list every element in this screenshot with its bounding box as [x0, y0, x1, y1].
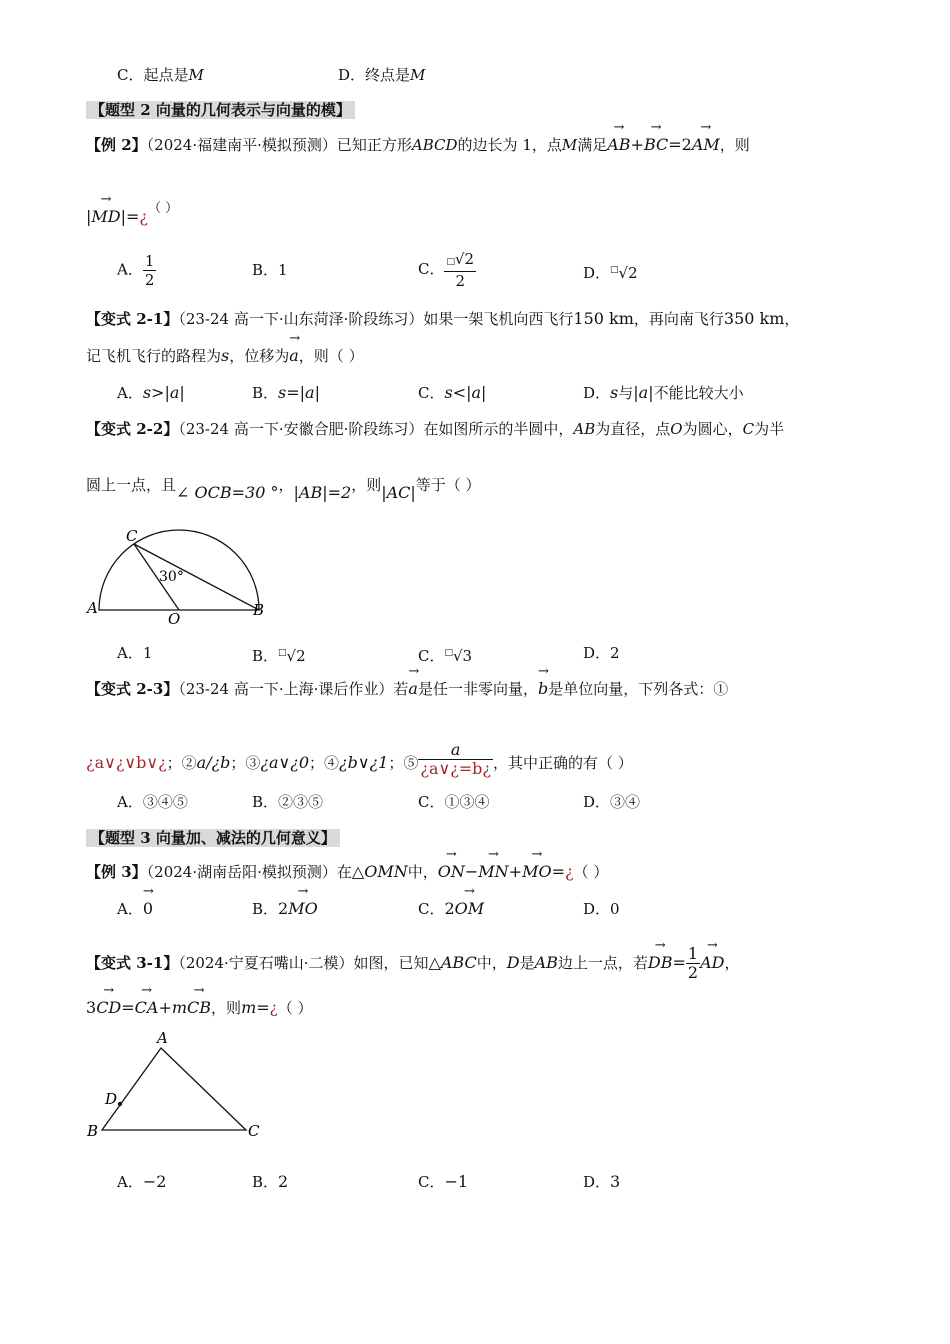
example-2-option-c: C． $\frac{□√2}{2}$: [418, 250, 475, 290]
example-2-option-a: A． $\frac{1}{2}$: [117, 252, 155, 289]
label-o: O: [168, 610, 181, 625]
variant-2-1-option-a: A．s>|a|: [117, 383, 185, 402]
option-c: C．起点是M: [117, 66, 204, 84]
example-2-option-d: D．□√2: [583, 264, 638, 282]
segment-cb: [134, 544, 259, 610]
variant-2-3-option-d: D．③④: [583, 793, 641, 811]
variant-2-3-line2: ¿a∨¿∨b∨¿；②a/¿b；③¿a∨¿0；④¿b∨¿1；⑤ $\frac{a}{¿a\vee¿=b¿}$ ，其中正确的有（ ）: [86, 740, 633, 778]
variant-2-2-option-a: A．1: [117, 644, 153, 662]
label-c: C: [248, 1122, 260, 1140]
variant-3-1-option-d: D．3: [583, 1172, 621, 1191]
variant-2-2-option-b: B．□√2: [252, 647, 306, 665]
example-3-line1: 【例 3】（2024·湖南岳阳·模拟预测）在△OMN中，→ ON−→ MN+→ MO=¿（ ）: [86, 861, 608, 883]
label-a: A: [157, 1029, 168, 1047]
triangle-abc: [102, 1048, 246, 1130]
variant-2-3-option-b: B．②③⑤: [252, 793, 324, 811]
label-b: B: [87, 1122, 99, 1140]
variant-2-3-option-c: C．①③④: [418, 793, 490, 811]
label-b: B: [253, 601, 265, 619]
variant-2-2-line2: 圆上一点，且∠ OCB=30 °，|AB|=2，则|AC|等于（ ）: [86, 476, 481, 502]
variant-2-3-option-a: A．③④⑤: [117, 793, 188, 811]
variant-3-1-option-b: B．2: [252, 1172, 289, 1191]
variant-2-1-option-b: B．s=|a|: [252, 383, 320, 402]
example-3-option-c: C．2→ OM: [418, 898, 484, 920]
option-d: D．终点是M: [338, 66, 426, 84]
variant-2-3-line1: 【变式 2-3】（23-24 高一下·上海·课后作业）若→ a是任一非零向量，→ b是单位向量，下列各式：①: [86, 678, 728, 700]
example-3-option-a: A．→ 0: [117, 898, 153, 920]
example-2-option-b: B．1: [252, 261, 288, 279]
variant-2-1-option-d: D．s与|a|不能比较大小: [583, 383, 744, 402]
example-2-line2: |→ MD|=¿（ ）: [86, 198, 178, 228]
variant-3-1-line2: 3→ CD=→ CA+m→ CB，则m=¿（ ）: [86, 997, 312, 1019]
semicircle-figure: [84, 525, 274, 625]
triangle-figure: [84, 1028, 274, 1143]
section-header-2: 【题型 2 向量的几何表示与向量的模】: [86, 99, 355, 121]
variant-2-1-line1: 【变式 2-1】（23-24 高一下·山东菏泽·阶段练习）如果一架飞机向西飞行150 km，再向南飞行350 km，: [86, 309, 800, 328]
variant-2-1-option-c: C．s<|a|: [418, 383, 487, 402]
variant-2-1-line2: 记飞机飞行的路程为s，位移为→ a，则（ ）: [86, 345, 364, 367]
example-3-option-d: D．0: [583, 900, 620, 918]
variant-3-1-option-c: C．−1: [418, 1172, 469, 1191]
label-c: C: [126, 527, 138, 545]
section-header-3: 【题型 3 向量加、减法的几何意义】: [86, 827, 340, 849]
variant-2-2-option-d: D．2: [583, 644, 620, 662]
example-3-option-b: B．2→ MO: [252, 898, 318, 920]
example-2-line1: 【例 2】（2024·福建南平·模拟预测）已知正方形ABCD的边长为 1，点M满足→ AB+→ BC=2→ AM，则: [86, 134, 750, 156]
label-a: A: [87, 599, 98, 617]
variant-2-2-option-c: C．□√3: [418, 647, 473, 665]
label-angle: 30°: [159, 569, 184, 585]
label-d: D: [105, 1090, 118, 1108]
variant-3-1-option-a: A．−2: [117, 1172, 167, 1191]
variant-3-1-line1: 【变式 3-1】（2024·宁夏石嘴山·二模）如图，已知△ABC中，D是AB边上一点，若→ DB= $\frac{1}{2}$ → AD，: [86, 945, 740, 982]
point-d: [118, 1102, 122, 1106]
variant-2-2-line1: 【变式 2-2】（23-24 高一下·安徽合肥·阶段练习）在如图所示的半圆中，AB为直径，点O为圆心，C为半: [86, 420, 785, 438]
